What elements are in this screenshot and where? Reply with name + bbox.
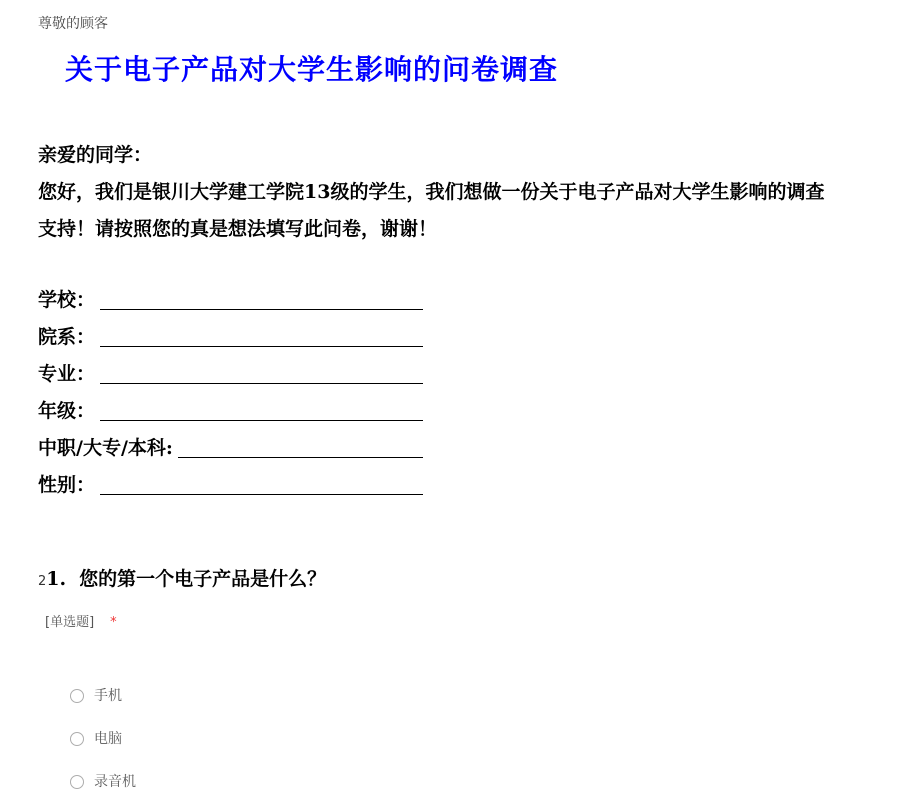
field-label: 学校： xyxy=(38,289,96,311)
field-row-major xyxy=(38,359,423,396)
fill-in-blank-line xyxy=(100,359,423,384)
radio-icon[interactable] xyxy=(70,775,84,789)
field-row-grade xyxy=(38,396,423,433)
greeting-text: 尊敬的顾客 xyxy=(38,16,108,32)
field-label: 院系： xyxy=(38,326,96,348)
field-row-gender xyxy=(38,470,423,507)
required-asterisk: * xyxy=(110,615,117,630)
option-label[interactable]: 电脑 xyxy=(94,730,122,747)
question-text: 您的第一个电子产品是什么？ xyxy=(79,568,327,590)
fill-in-blank-line xyxy=(100,396,423,421)
question-index: 2 xyxy=(38,574,47,589)
option-label[interactable]: 手机 xyxy=(94,687,122,704)
field-label: 中职/大专/本科: xyxy=(38,437,173,459)
question-type-tag: [单选题] xyxy=(45,615,95,630)
question-title xyxy=(38,564,900,591)
fill-in-blank-line xyxy=(100,470,423,495)
question-number: 1. xyxy=(46,568,67,590)
field-label: 年级： xyxy=(38,400,96,422)
fill-in-blank-line xyxy=(100,285,423,310)
option-list xyxy=(70,674,900,803)
survey-title: 关于电子产品对大学生影响的问卷调查 xyxy=(65,53,559,86)
option-item-recorder[interactable] xyxy=(70,760,900,803)
field-label: 专业： xyxy=(38,363,96,385)
fill-in-blank-line xyxy=(100,322,423,347)
fill-in-fields xyxy=(38,285,423,507)
field-row-education-level xyxy=(38,433,423,470)
option-item-phone[interactable] xyxy=(70,674,900,717)
field-row-school xyxy=(38,285,423,322)
intro-salutation: 亲爱的同学： xyxy=(38,144,153,166)
question-type-row xyxy=(45,611,900,630)
field-label: 性别： xyxy=(38,474,96,496)
intro-line-2: 支持！请按照您的真是想法填写此问卷，谢谢！ xyxy=(38,218,438,240)
radio-icon[interactable] xyxy=(70,689,84,703)
intro-line-1: 您好，我们是银川大学建工学院13级的学生，我们想做一份关于电子产品对大学生影响的调查 xyxy=(38,181,825,203)
radio-icon[interactable] xyxy=(70,732,84,746)
option-label[interactable]: 录音机 xyxy=(94,773,136,790)
option-item-computer[interactable] xyxy=(70,717,900,760)
field-row-department xyxy=(38,322,423,359)
intro-paragraph xyxy=(38,137,900,248)
fill-in-blank-line xyxy=(178,433,423,458)
